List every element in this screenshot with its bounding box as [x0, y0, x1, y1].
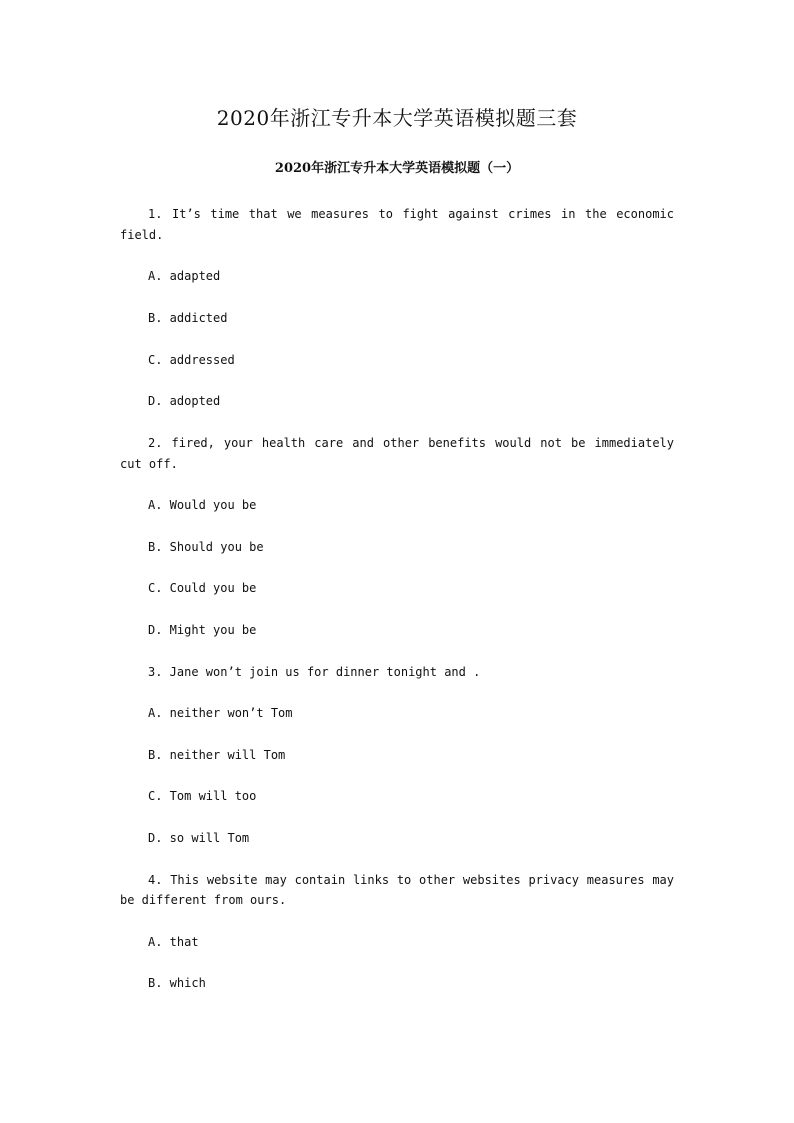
question-4: [120, 870, 674, 995]
document-title: 2020年浙江专升本大学英语模拟题三套: [216, 106, 578, 130]
question-2-option-b: B. Should you be: [148, 539, 264, 554]
question-4-option-a: A. that: [148, 934, 199, 949]
question-3-stem: 3. Jane won’t join us for dinner tonight and .: [148, 664, 481, 679]
question-2-option-c: C. Could you be: [148, 581, 257, 596]
question-1-option-b: B. addicted: [148, 310, 228, 325]
question-3-option-b: B. neither will Tom: [148, 747, 286, 762]
question-2-option-a: A. Would you be: [148, 498, 257, 513]
question-3-option-a: A. neither won’t Tom: [148, 706, 293, 721]
question-1-option-d: D. adopted: [148, 394, 221, 409]
question-1: [120, 204, 674, 412]
question-4-stem: 4. This website may contain links to other websites privacy measures may be different from ours.: [120, 872, 674, 908]
question-4-option-b: B. which: [148, 976, 206, 991]
question-2-option-d: D. Might you be: [148, 622, 257, 637]
question-1-stem: 1. It’s time that we measures to fight against crimes in the economic field.: [120, 207, 674, 242]
question-3-option-c: C. Tom will too: [148, 789, 257, 804]
question-3: [120, 662, 674, 849]
question-1-option-c: C. addressed: [148, 352, 235, 367]
question-list: [120, 204, 674, 1015]
question-2-stem: 2. fired, your health care and other benefits would not be immediately cut off.: [120, 435, 674, 471]
question-2: [120, 433, 674, 641]
question-3-option-d: D. so will Tom: [148, 830, 250, 845]
document-subtitle: 2020年浙江专升本大学英语模拟题（一）: [274, 161, 520, 176]
question-1-option-a: A. adapted: [148, 269, 221, 284]
